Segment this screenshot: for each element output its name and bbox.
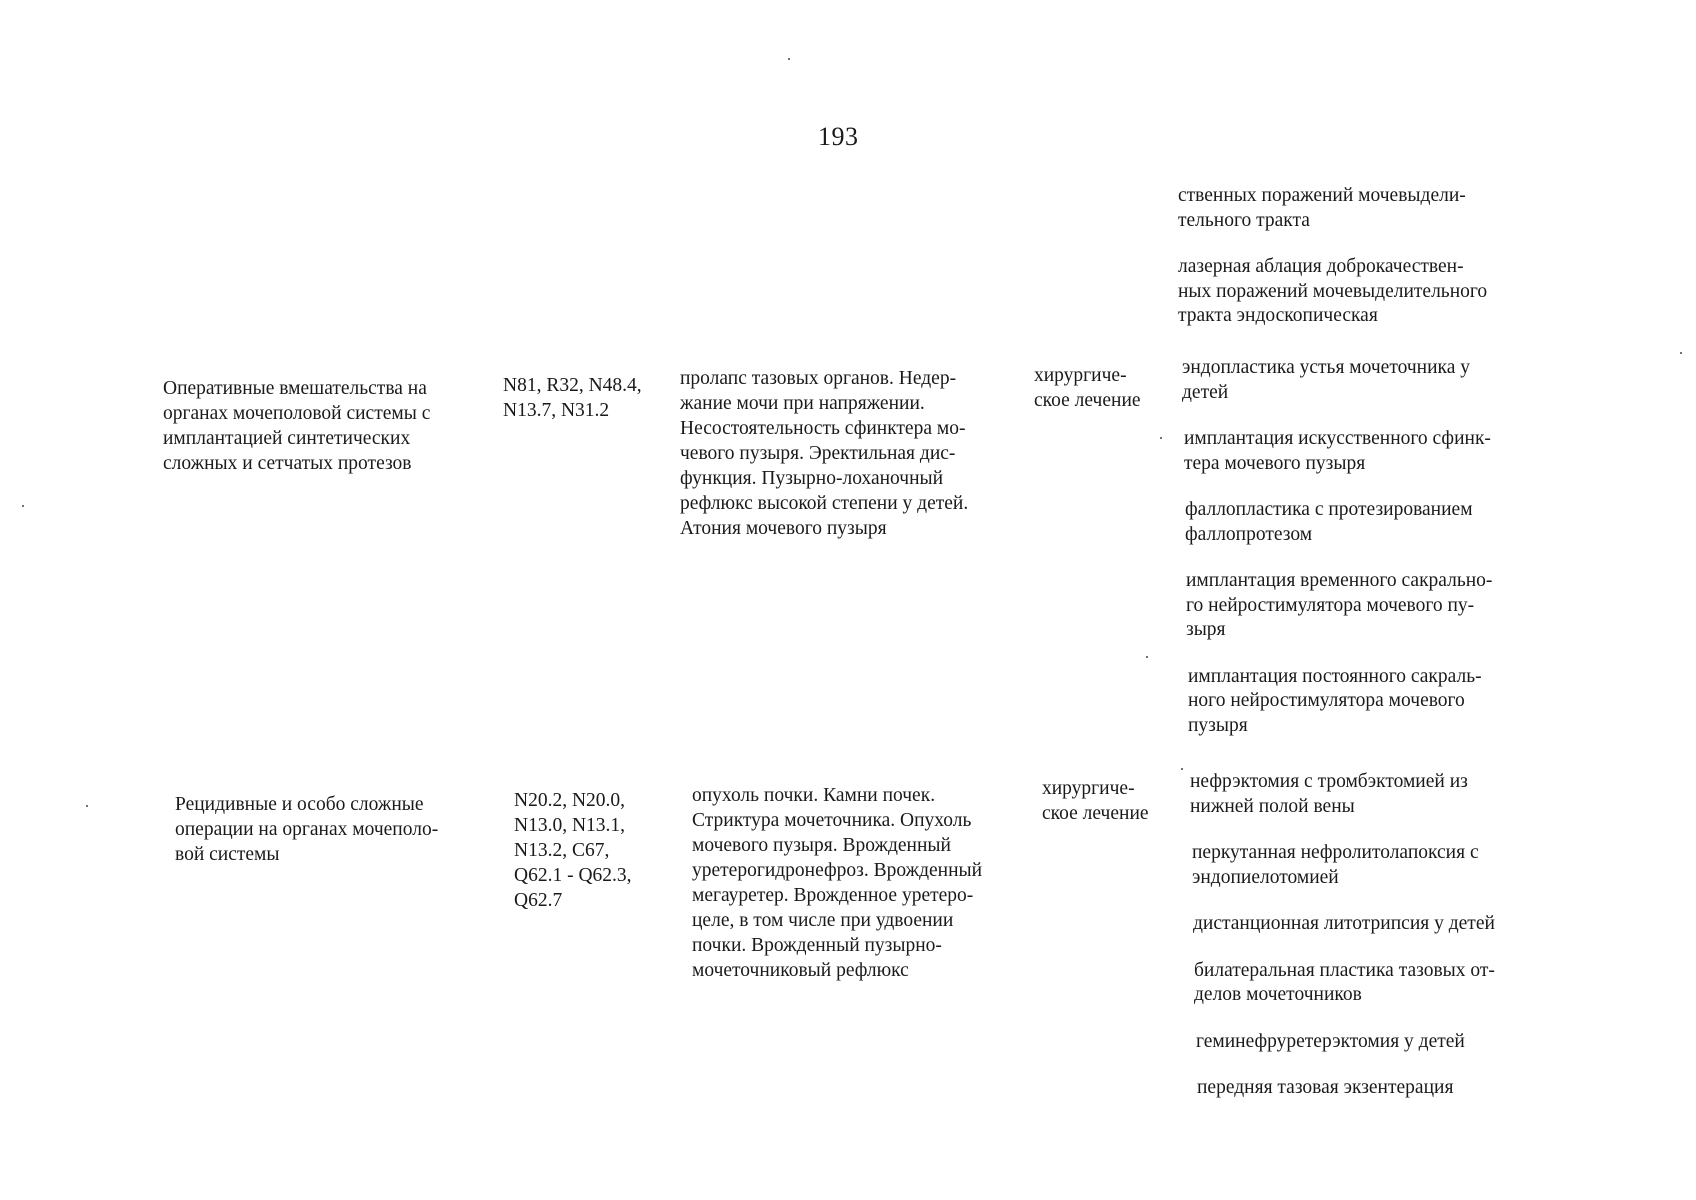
intervention-cell: Оперативные вмешательства на органах мочеполовой системы с имплантацией синтетических сложных и сетчатых протезов [163, 378, 431, 474]
method-item: лазерная аблация доброкачествен- ных поражений мочевыделительного тракта эндоскопическая [1178, 256, 1488, 326]
icd-codes-cell: N81, R32, N48.4, N13.7, N31.2 [503, 375, 642, 421]
continuation-methods [1178, 184, 1487, 329]
method-item: эндопластика устья мочеточника у детей [1182, 357, 1470, 403]
method-item: передняя тазовая экзентерация [1197, 1077, 1454, 1098]
method-item: нефрэктомия с тромбэктомией из нижней полой вены [1190, 771, 1468, 817]
method-item: ственных поражений мочевыдели- тельного тракта [1178, 185, 1466, 231]
method-item: имплантация постоянного сакраль- ного нейростимулятора мочевого пузыря [1188, 665, 1482, 736]
method-item: геминефруретерэктомия у детей [1196, 1030, 1465, 1052]
method-item: фаллопластика с протезированием фаллопротезом [1185, 499, 1473, 545]
treatment-methods-list [1182, 356, 1492, 738]
page-number: 193 [818, 122, 859, 151]
method-item: перкутанная нефролитолапоксия с эндопиелотомией [1192, 842, 1479, 888]
treatment-methods-list [1190, 770, 1495, 1101]
diagnosis-cell: пролапс тазовых органов. Недер- жание мочи при напряжении. Несостоятельность сфинктера мо- чевого пузыря. Эректильная дис- функция. Пузырно-лоханочный рефлюкс высокой степени у детей. Атония мочевого пузыря [680, 368, 969, 539]
scan-speck [788, 58, 790, 60]
scan-speck [1146, 656, 1148, 658]
method-item: билатеральная пластика тазовых от- делов мочеточников [1194, 959, 1495, 1005]
scan-speck [1160, 437, 1162, 439]
treatment-type-cell: хирургиче- ское лечение [1042, 778, 1149, 824]
diagnosis-cell: опухоль почки. Камни почек. Стриктура мочеточника. Опухоль мочевого пузыря. Врожденный уретерогидронефроз. Врожденный мегауретер. Врожденное уретеро- целе, в том числе при удвоении почки. Врожденный пузырно- мочеточниковый рефлюкс [692, 785, 983, 981]
icd-codes-cell: N20.2, N20.0, N13.0, N13.1, N13.2, C67, Q62.1 - Q62.3, Q62.7 [514, 790, 632, 911]
scan-speck [1181, 768, 1183, 770]
scan-speck [1680, 352, 1682, 354]
method-item: дистанционная литотрипсия у детей [1193, 913, 1495, 934]
method-item: имплантация временного сакрально- го нейростимулятора мочевого пу- зыря [1186, 570, 1493, 640]
intervention-cell: Рецидивные и особо сложные операции на органах мочеполо- вой системы [175, 794, 439, 865]
treatment-type-cell: хирургиче- ское лечение [1034, 365, 1141, 411]
scan-speck [22, 505, 24, 507]
scan-speck [86, 805, 88, 807]
method-item: имплантация искусственного сфинк- тера мочевого пузыря [1184, 428, 1491, 474]
